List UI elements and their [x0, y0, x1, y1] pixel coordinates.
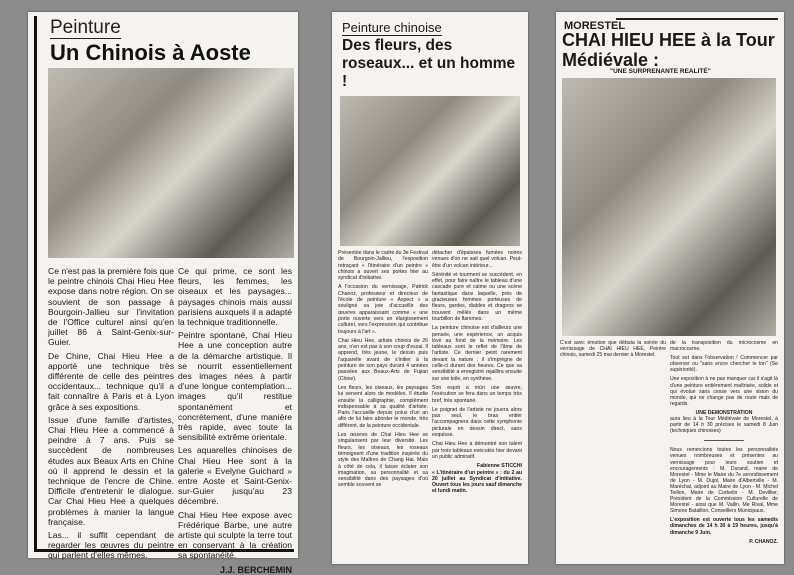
clipping-kicker: Peinture [50, 17, 121, 38]
divider [704, 440, 744, 441]
clipping-subtitle: "UNE SURPRENANTE REALITÉ" [610, 68, 711, 75]
paragraph: Ce n'est pas la première fois que le peintre chinois Chai Hieu Hee expose dans notre région. On se souvient de son passage à Bourgoin-Jallieu sur l'invitation de l'Office culturel ainsi qu'en juillet 86 à Saint-Genix-sur-Guier. [48, 266, 174, 348]
paragraph: Les aquarelles chinoises de Chai Hieu Hee sont à la galerie « Evelyne Guichard » entre Aoste et Saint-Genix-sur-Guier jusqu'au 23 décembre. [178, 445, 292, 507]
painter-at-easel-photo [340, 96, 520, 246]
article-column-1 [560, 340, 666, 361]
paragraph: Las... il suffit cependant de regarder les œuvres du peintre qui parlent d'elles mêmes. [48, 530, 174, 561]
clipping-headline: Un Chinois à Aoste [50, 40, 251, 65]
paragraph: Nous remercions toutes les personnalités venues nombreuses et présentes au vernissage pour leurs soutien et encouragements : M. Durand, maire de Morestel - Mme le Maire du 7e arrondissement de Lyon - M. Dujol, Maire d'Albertville - M. Maréchal, adjoint au Maire de Lyon - M. Michel Teillon, Maire de Corbelin - M. Devillier, Président de la Commission Culturelle de Morestel - ainsi que M. Vallin, Me Rival, Mme Simone Bataillon, Conseillers Municipaux. [670, 447, 778, 515]
author-signature: P. CHANOZ. [749, 538, 778, 545]
paragraph: Chai Hieu Hee a démontré son talent par trois tableaux exécutés hier devant un public admiratif. [432, 441, 522, 460]
paragraph: Son esprit a mûri une œuvre, l'exécution se fera dans un temps très bref, très spontané. [432, 384, 522, 404]
paragraph: La peinture chinoise est d'ailleurs une pensée, une expérience, un acquis lové au fond de la mémoire. Les tableaux sont le reflet de l'âme de l'artiste. Ce dernier peint rarement devant la nature ; il s'imprègne de celle-ci durant des heures. Ce que sa sensibilité a enregistré rejaillira ensuite sur une toile, en synthèse. [432, 325, 522, 382]
paragraph: Chai Hieu Hee, artiste chinois de 26 ans, n'en est pas à son coup d'essai. Il apprend, très jeune, le dessin puis l'aquarelle avant de s'initier à la peinture de son pays durant 4 années passées aux Beaux-Arts de Fujian (Chine). [338, 337, 428, 382]
article-column-1 [338, 250, 428, 492]
article-column-2 [670, 340, 778, 545]
header-rule [616, 18, 778, 20]
painter-in-studio-photo [48, 68, 294, 258]
author-signature: J.J. BERCHEMIN [219, 564, 292, 575]
clipping-headline: CHAI HIEU HEE à la Tour Médiévale : [562, 30, 775, 70]
paragraph: Chai Hieu Hee expose avec Frédérique Barbe, une autre artiste qui sculpte la terre tout en conservant à la création sa spontanéité. [178, 509, 292, 561]
paragraph: Présentée dans le cadre du 3e Festival de Bourgoin-Jallieu, l'exposition retraçant « l'itinéraire d'un peintre » chinois a ouvert ses portes hier au syndicat d'initiative. [338, 250, 428, 282]
demonstration-heading: UNE DEMONSTRATION [695, 409, 753, 416]
paragraph: Tout est dans l'observation ! Commencer par observer ou "sans encre chercher le ton" (Se supériorité). [670, 355, 778, 374]
clipping-kicker: Peinture chinoise [342, 20, 442, 35]
paragraph: Les fleurs, les oiseaux, les paysages lui servent alors de modèles. Il étudie ensuite la calligraphie, complément indispensable à sa qualité d'artiste. Paris l'accueille depuis polus d'un an afin de lui faire aborder le monde, très différent, de la peinture occidentale. [338, 384, 428, 429]
exhibition-hours: L'exposition est ouverte tous les samedis dimanches de 14 h 30 à 19 heures, jusqu'à dimanche 9 Juin. [670, 517, 778, 536]
paragraph: A l'occasion du vernissage, Patrick Chanoz, professeur et directeur de l'école de peinture « Aspect » a souligné sa joie d'accueillir des œuvres apparaissant comme « une porte ouverte vers un élargissement culturel, vers l'expression qui contribue toujours à l'art ». [338, 284, 428, 335]
article-column-2 [432, 250, 522, 498]
exhibition-info: « L'itinéraire d'un peintre » : du 2 au 20 juillet au Syndicat d'initiative. Ouvert tous les jours sauf dimanche et lundi matin. [432, 469, 522, 495]
clipping-kicker: MORESTEL [564, 20, 626, 32]
article-column-1 [48, 266, 174, 564]
paragraph: Issue d'une famille d'artistes, Chai Hieu Hee a commencé à peindre à 7 ans. Puis se succèdent de nombreuses études aux Beaux Arts en Chine où il apprend le dessin et la technique de l'encre de Chine. Difficile d'entretenir le dialogue. Car Chai Hieu Hee a quelques problèmes à manier la langue française. [48, 414, 174, 527]
clipping-tour-medievale [556, 12, 784, 564]
paragraph: de la transposition du microcosme en macrocosme. [670, 340, 778, 353]
author-signature: Fabienne STICCHI [477, 463, 522, 470]
paragraph: aura lieu à la Tour Médiévale de Morestel, à partir de 14 h 30 précises le samedi 8 Juin (techniques chinoises) [670, 416, 778, 435]
paragraph: Peintre spontané, Chai Hieu Hee a une conception autre de la démarche artistique. Il se nourrit essentiellement des images nées à partir d'une longue contemplation... images qu'il restitue spontanément et concrètement, d'une manière très rapide, avec toute la sensibilité extrême orientale. [178, 330, 292, 443]
paragraph: Sérénité et tourment se succèdent, en effet, pour faire naître le tableau d'une cascade pure et calme ou une scène fantastique dans laquelle, près de gracieuses femmes porteuses de fleurs, gardes, diables et dragons se trouvent mêlés dans un même tourbillon de flammes. [432, 271, 522, 322]
paragraph: C'est avec émotion que débuta la soirée du vernissage de CHAI HIEU HEE, Peintre chinois, samedi 25 mai dernier à Morestel. [560, 340, 666, 359]
paragraph: Les œuvres de Chai Hieu Hee se singularisent par leur diversité. Les fleurs, les oiseaux, les roseaux témoignent d'une tradition inspirée du style des Maîtres de Chang Hai. Mais à côté de cela, il laisse éclater son imagination, sa personnalité et sa sensibilité dans des paysages d'où semble souvent se [338, 432, 428, 489]
paragraph: Ce qui prime, ce sont les fleurs, les femmes, les oiseaux et les paysages... paysages chinois mais aussi parisiens auxquels il a adapté la technique traditionnelle. [178, 266, 292, 328]
clipping-un-chinois-a-aoste [28, 12, 298, 575]
painter-at-table-photo [562, 78, 776, 336]
paragraph: Le poignet de l'artiste ne jouera alors pas seul, le bras entier l'accompagnera dans cette symphonie picturale en dessin direct, sans esquisse. [432, 406, 522, 439]
paragraph: Une exposition à ne pas manquer car il s'agit là d'une peinture entièrement maîtrisée, solide et qui évolue sans cesse vers une vision du monde, qui ne change pas de route mais de regards. [670, 376, 778, 407]
article-column-2 [178, 266, 292, 575]
clipping-des-fleurs-des-roseaux [332, 12, 528, 564]
paragraph: De Chine, Chai Hieu Hee a apporté une technique très différente de celle des peintres occidentaux... technique qu'il a fait connaître à Paris et à Lyon grâce à ses expositions. [48, 350, 174, 412]
paragraph: détacher d'épaisses fumées noires venues d'on ne sait quel volcan. Peut-être d'un volcan intérieur... [432, 250, 522, 269]
clipping-headline: Des fleurs, des roseaux... et un homme ! [342, 37, 516, 90]
